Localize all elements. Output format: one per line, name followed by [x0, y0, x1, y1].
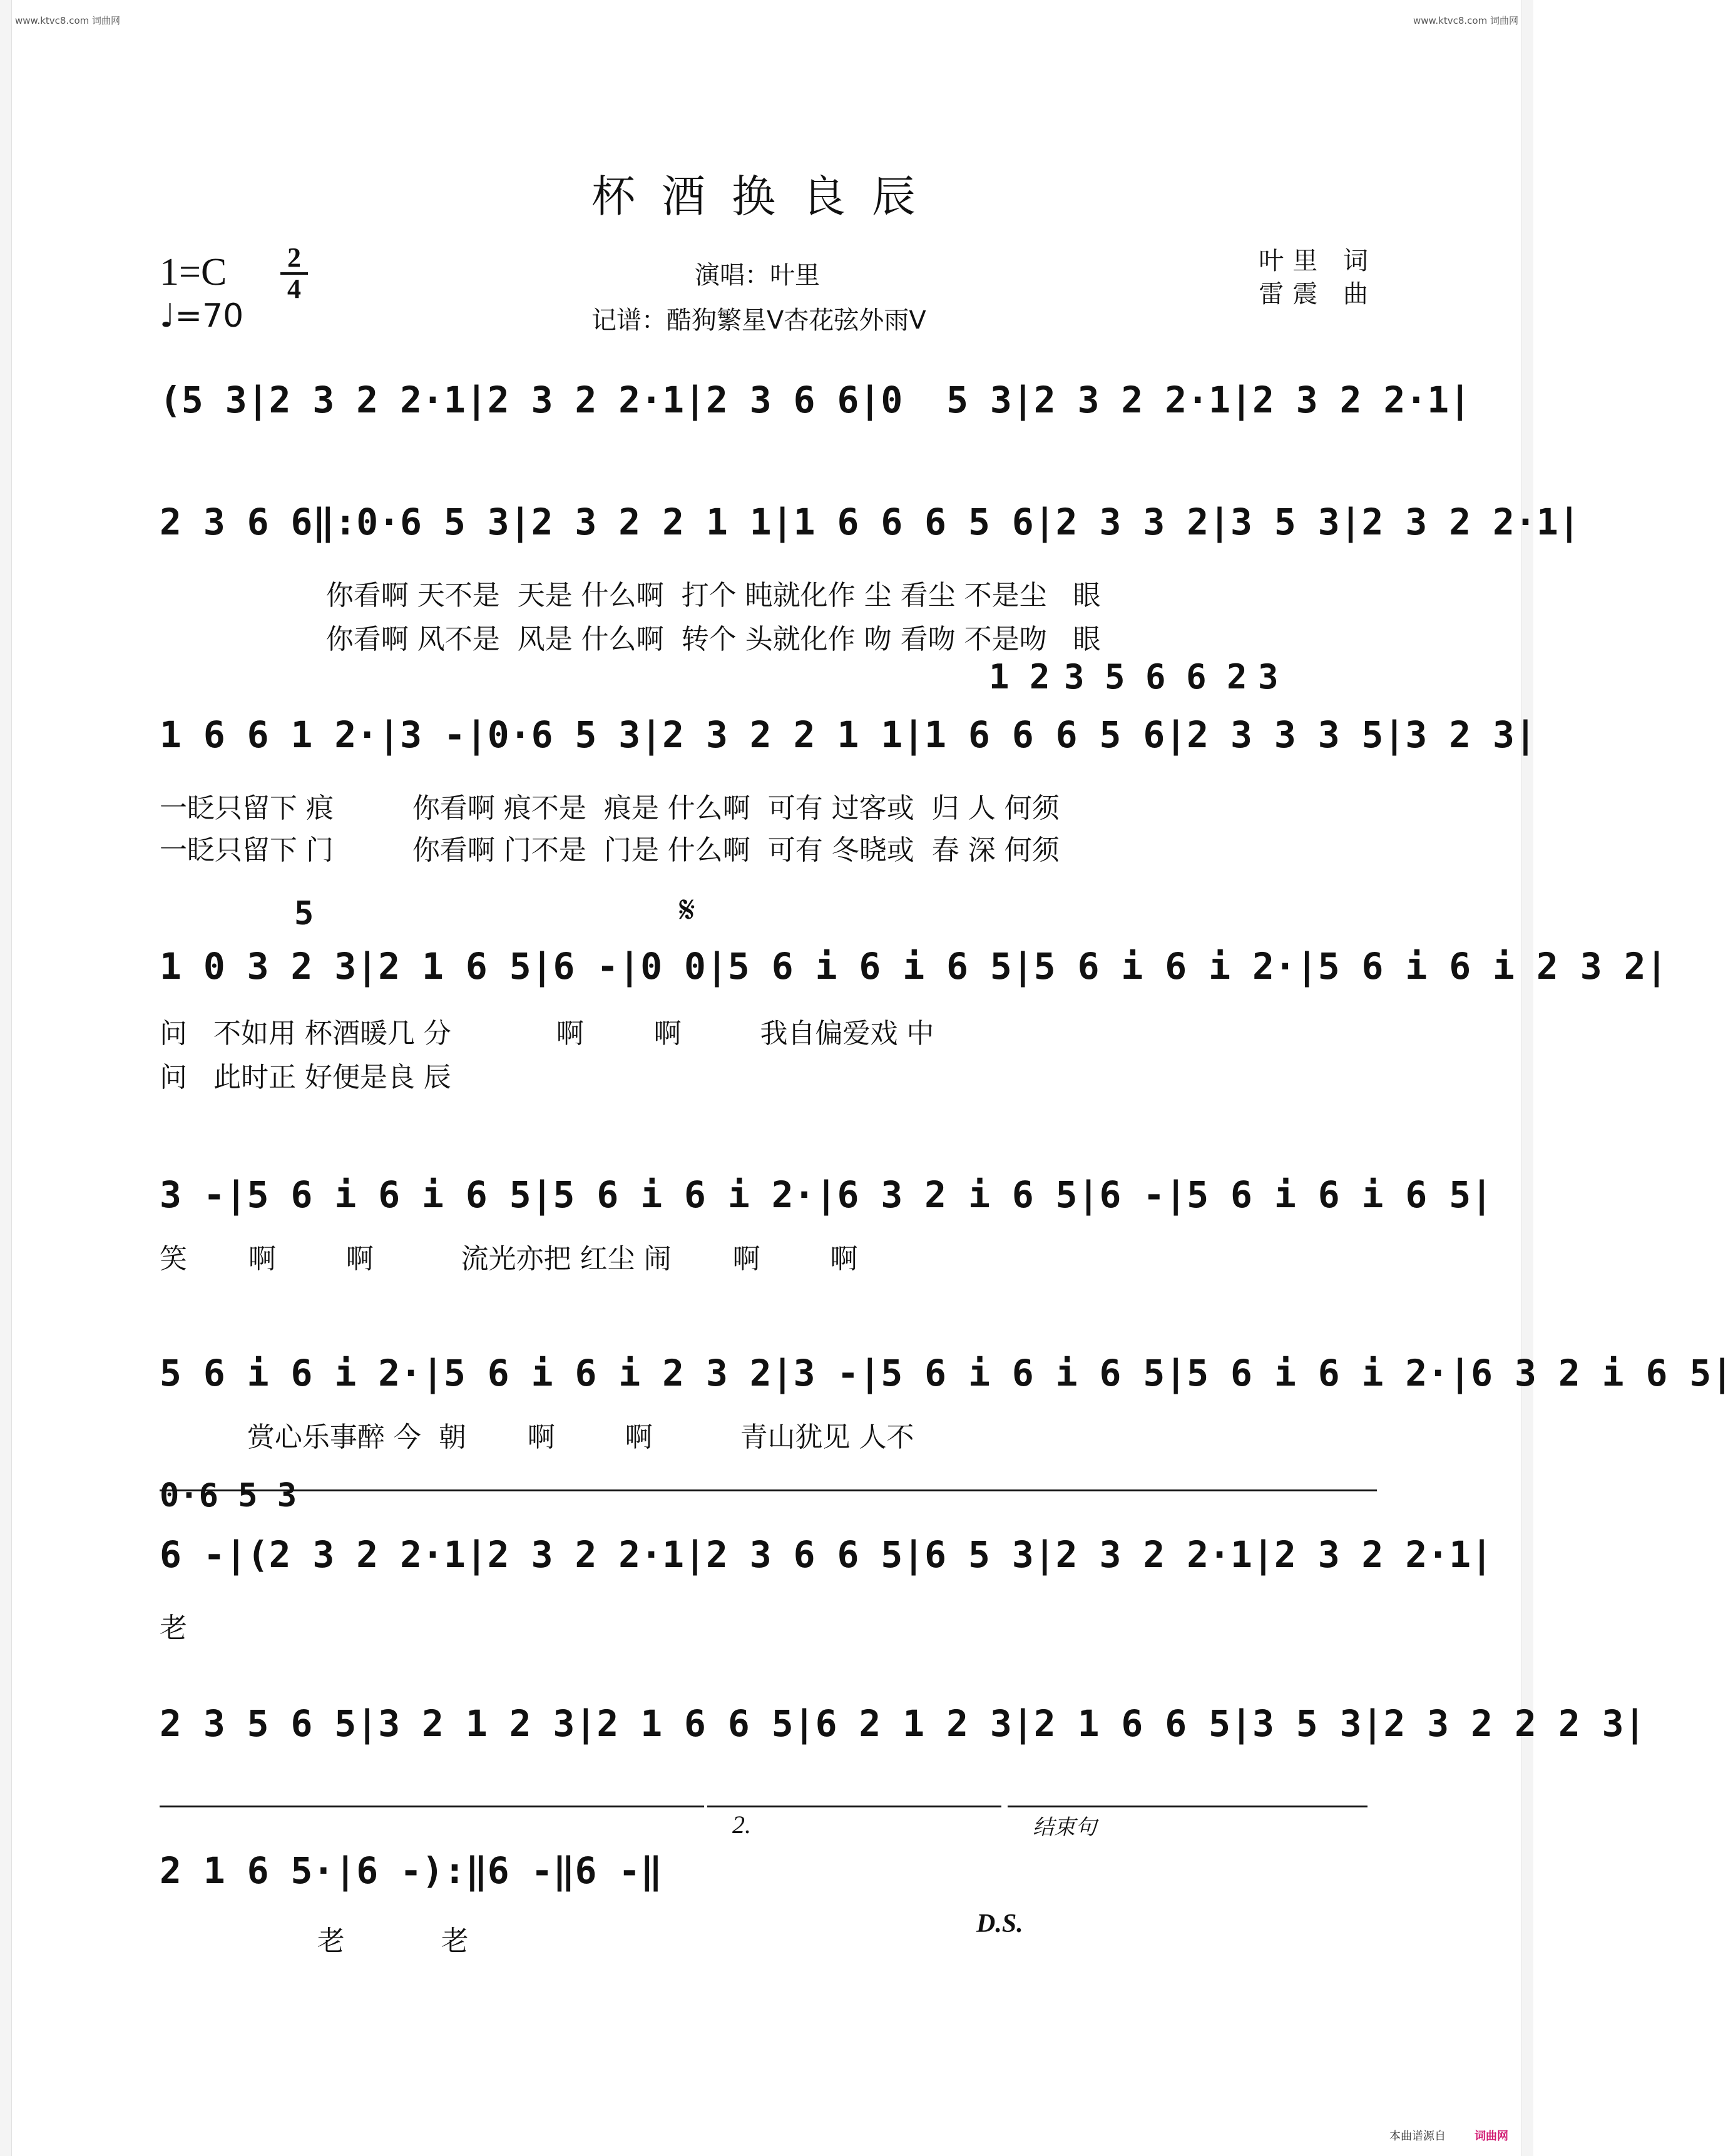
divider-line-1: [160, 1489, 1377, 1491]
tempo-mark: ♩=70: [160, 297, 244, 335]
time-bottom: 4: [287, 273, 301, 304]
volta-alt-notes-2: 3 5 6 6 2: [1064, 657, 1247, 697]
volta-bracket-2: [707, 1806, 1001, 1807]
lyric-line-1: 你看啊 天不是 天是 什么啊 打个 盹就化作 尘 看尘 不是尘 眼: [160, 580, 1101, 611]
notation-row-4: 1 0 3 2 3|2 1 6 5|6 -|0 0|5 6 i 6 i 6 5|5 6 i 6 i 2·|5 6 i 6 i 2 3 2|: [160, 945, 1668, 988]
divider-line-2: [160, 1806, 704, 1807]
volta-alt-notes-3: 3: [1258, 657, 1279, 697]
upper-voice-notes: 0·6 5 3: [160, 1477, 297, 1515]
footer-source: 本曲谱源自: [1389, 2130, 1446, 2143]
segno-mark: 𝄋: [679, 889, 695, 931]
lyric-line-2: 你看啊 风不是 风是 什么啊 转个 头就化作 吻 看吻 不是吻 眼: [160, 623, 1101, 655]
lyric-line-3: 一眨只留下 痕 你看啊 痕不是 痕是 什么啊 可有 过客或 归 人 何须: [160, 792, 1060, 824]
song-title: 杯酒换良辰: [591, 171, 942, 222]
lyricist-credit: 叶里 词: [1259, 247, 1377, 275]
left-border: [0, 0, 12, 2156]
notation-row-5: 3 -|5 6 i 6 i 6 5|5 6 i 6 i 2·|6 3 2 i 6 5|6 -|5 6 i 6 i 6 5|: [160, 1173, 1493, 1216]
footer-site: 词曲网: [1475, 2130, 1508, 2143]
transcriber-credit: 记谱：酷狗繁星V杏花弦外雨V: [591, 306, 926, 335]
singer-credit: 演唱：叶里: [695, 261, 820, 290]
lyric-line-10: 老 老: [160, 1925, 469, 1957]
notation-row-2: 2 3 6 6‖:0·6 5 3|2 3 2 2 1 1|1 6 6 6 5 6|2 3 3 2|3 5 3|2 3 2 2·1|: [160, 501, 1580, 543]
time-top: 2: [287, 242, 301, 273]
notation-row-1: (5 3|2 3 2 2·1|2 3 2 2·1|2 3 6 6|0 5 3|2 3 2 2·1|2 3 2 2·1|: [160, 379, 1471, 421]
site-label-right: www.ktvc8.com 词曲网: [1413, 15, 1518, 26]
ending-label: 结束句: [1033, 1816, 1097, 1839]
ds-mark: D.S.: [976, 1909, 1023, 1938]
lyric-line-5: 问 不如用 杯酒暖几 分 啊 啊 我自偏爱戏 中: [160, 1018, 934, 1050]
composer-credit: 雷震 曲: [1259, 280, 1377, 309]
lyric-line-7: 笑 啊 啊 流光亦把 红尘 闹 啊 啊: [160, 1243, 858, 1275]
notation-row-8: 2 3 5 6 5|3 2 1 2 3|2 1 6 6 5|6 2 1 2 3|2 1 6 6 5|3 5 3|2 3 2 2 2 3|: [160, 1702, 1646, 1745]
ending-bracket: [1008, 1806, 1367, 1807]
grace-note: 5: [294, 895, 314, 932]
lyric-line-9: 老: [160, 1612, 187, 1644]
lyric-line-8: 赏心乐事醉 今 朝 啊 啊 青山犹见 人不: [160, 1421, 914, 1453]
lyric-line-6: 问 此时正 好便是良 辰: [160, 1061, 451, 1093]
notation-row-3: 1 6 6 1 2·|3 -|0·6 5 3|2 3 2 2 1 1|1 6 6 6 5 6|2 3 3 3 5|3 2 3|: [160, 713, 1536, 756]
volta-2-label: 2.: [732, 1811, 751, 1839]
volta-alt-notes: 1 2: [989, 657, 1050, 697]
right-border: [1521, 0, 1533, 2156]
key-signature: 1=C: [160, 251, 227, 294]
notation-row-9: 2 1 6 5·|6 -):‖6 -‖6 -‖: [160, 1849, 663, 1892]
lyric-line-4: 一眨只留下 门 你看啊 门不是 门是 什么啊 可有 冬晓或 春 深 何须: [160, 834, 1060, 866]
notation-row-7: 6 -|(2 3 2 2·1|2 3 2 2·1|2 3 6 6 5|6 5 3|2 3 2 2·1|2 3 2 2·1|: [160, 1533, 1493, 1576]
notation-row-6: 5 6 i 6 i 2·|5 6 i 6 i 2 3 2|3 -|5 6 i 6 i 6 5|5 6 i 6 i 2·|6 3 2 i 6 5|: [160, 1352, 1733, 1394]
site-label-left: www.ktvc8.com 词曲网: [15, 15, 121, 26]
time-signature: [280, 244, 308, 303]
